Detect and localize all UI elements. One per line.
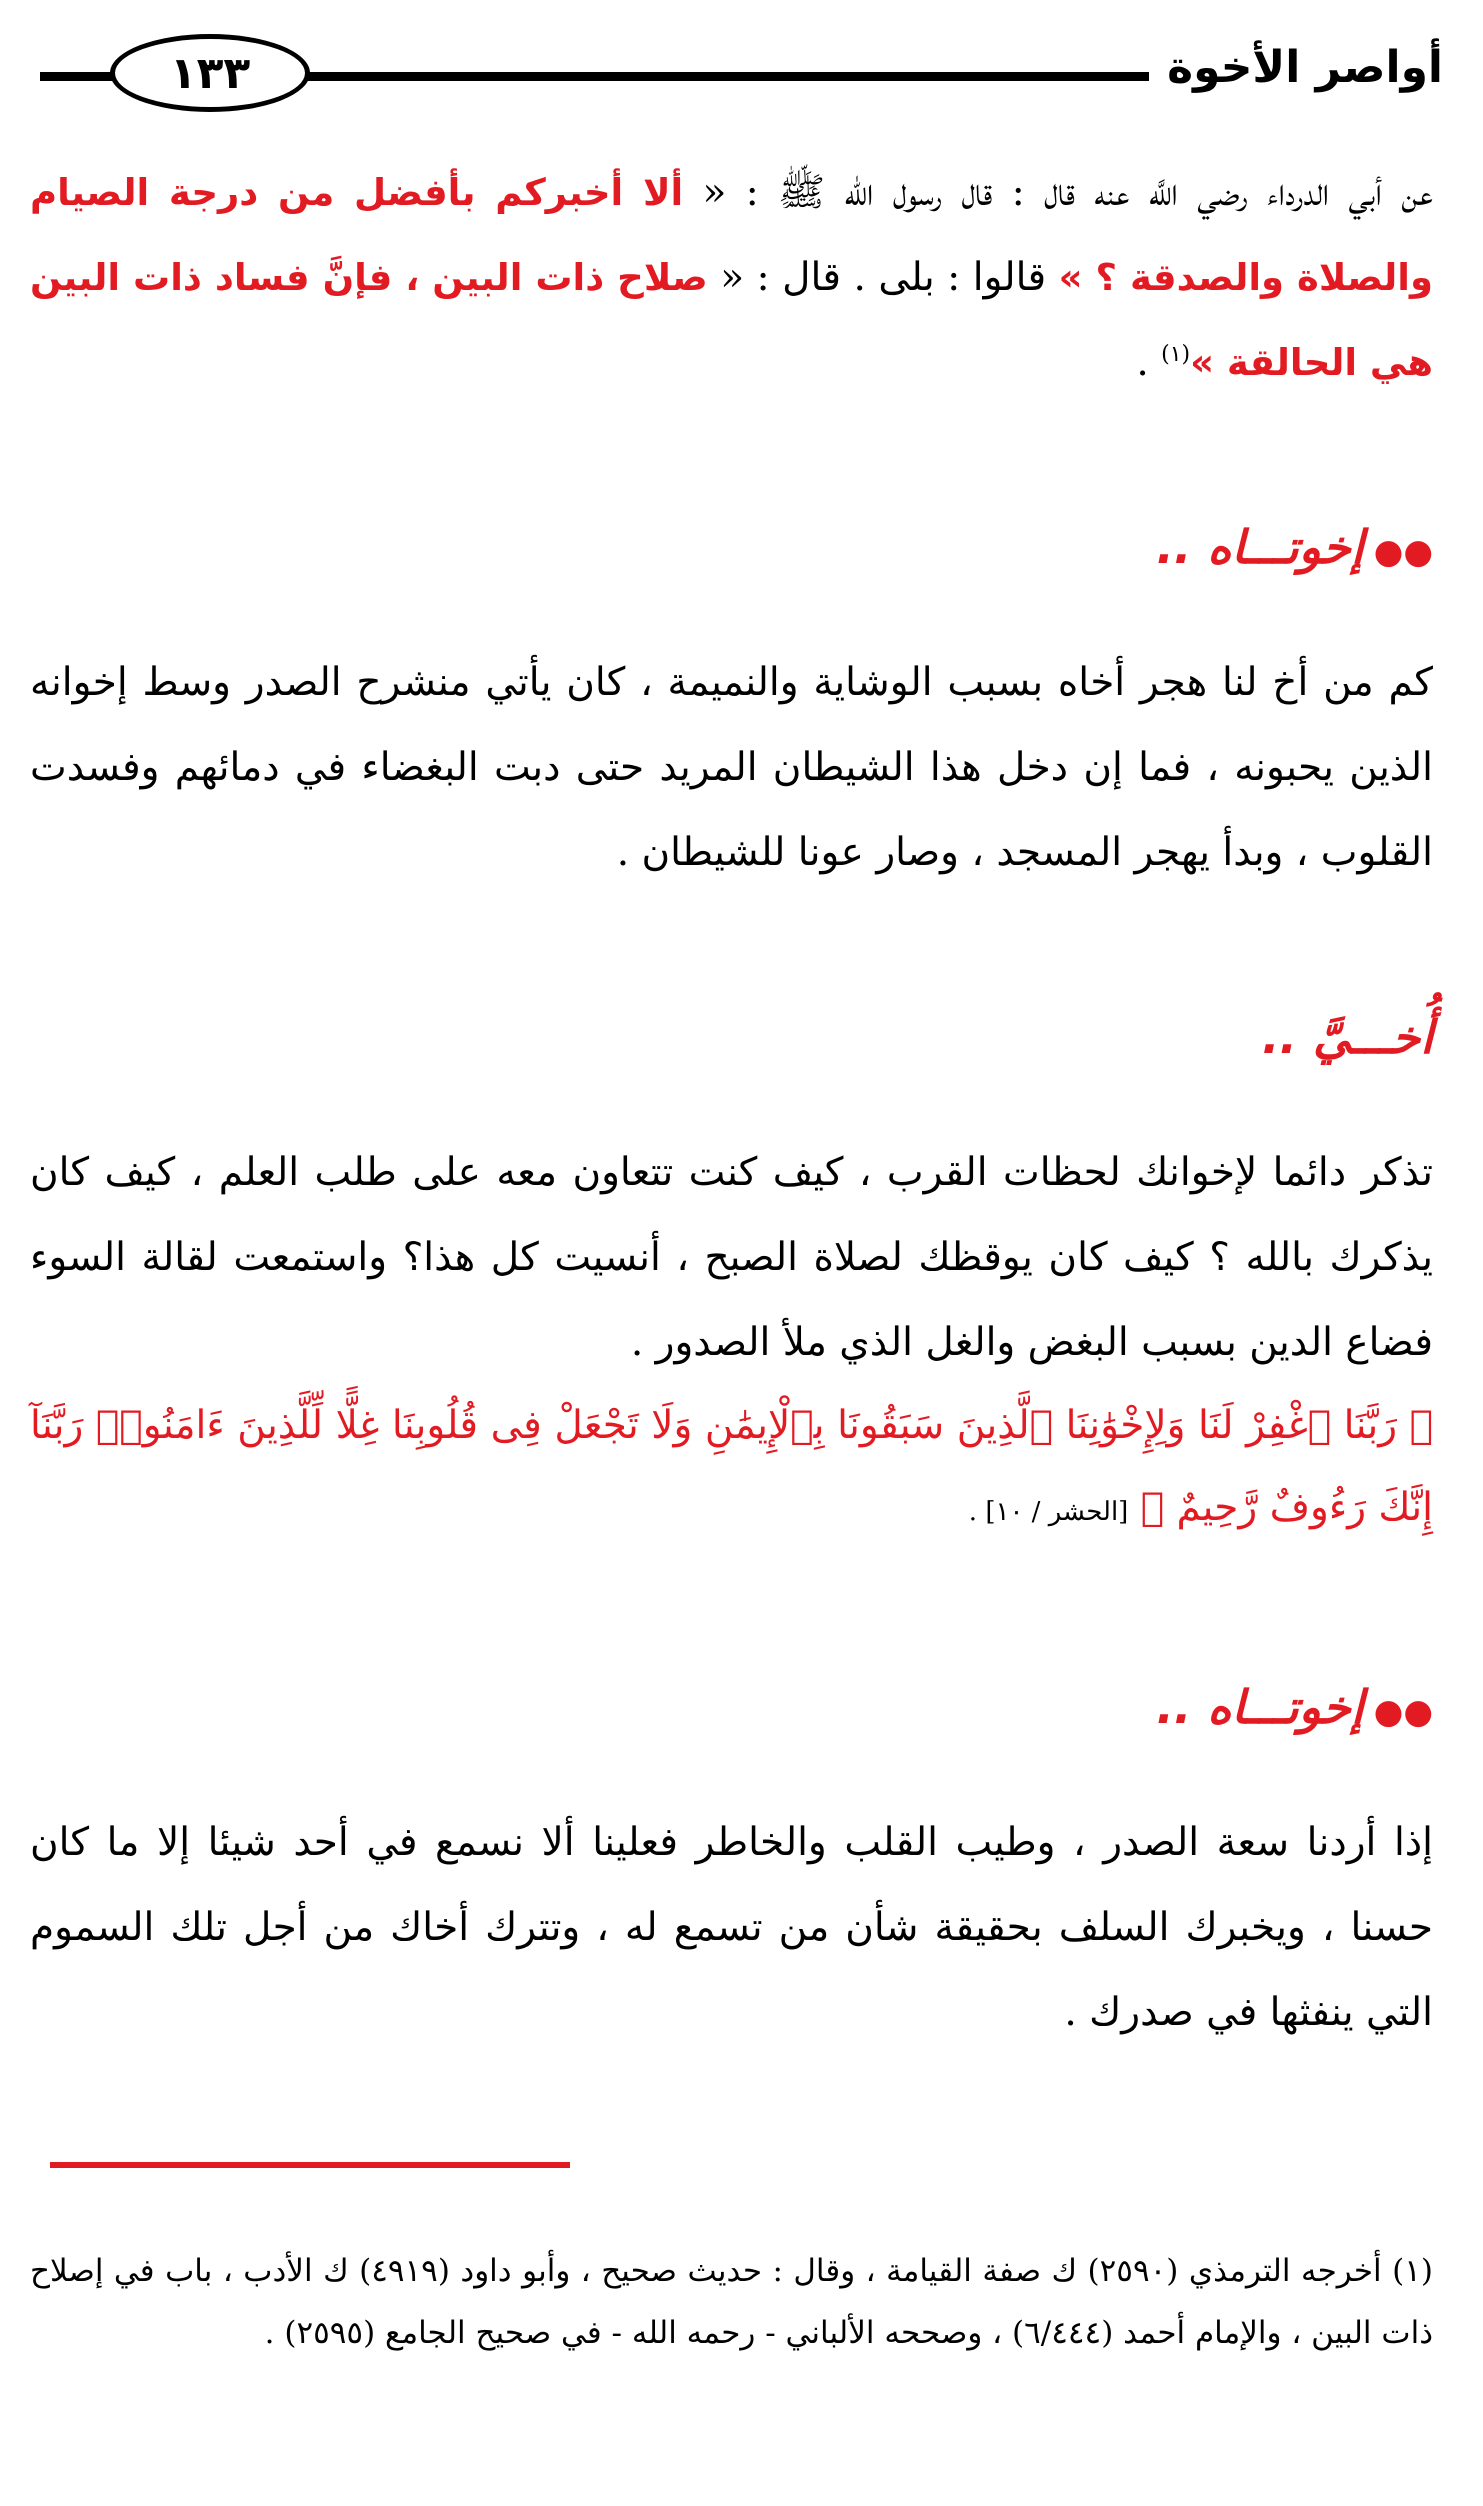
hadith-intro: عن أبي الدرداء رضي اللَّه عنه قال : قال رسول الله ﷺ : «: [683, 170, 1433, 215]
page-header: [40, 28, 1443, 118]
hadith-quote-1: ألا أخبركم بأفضل من درجة الصيام والصلاة والصدقة ؟ »: [30, 171, 1433, 299]
footnote-marker: (١): [1161, 342, 1191, 367]
verse-text: ﴿ رَبَّنَا ٱغْفِرْ لَنَا وَلِإِخْوَٰنِنَا ٱلَّذِينَ سَبَقُونَا بِٱلْإِيمَٰنِ وَلَا تَجْعَلْ فِى قُلُوبِنَا غِلًّا لِّلَّذِينَ ءَامَنُوا۟ رَبَّنَآ إِنَّكَ رَءُوفٌ رَّحِيمٌ ﴾: [30, 1403, 1433, 1530]
hadith-quote-2: صلاح ذات البين ، فإنَّ فساد ذات البين هي الحالقة »: [30, 256, 1433, 384]
footnote: [30, 2240, 1433, 2364]
paragraph: إذا أردنا سعة الصدر ، وطيب القلب والخاطر فعلينا ألا نسمع في أحد شيئا إلا ما كان حسنا ، ويخبرك السلف بحقيقة شأن من تسمع له ، وتترك أخاك من أجل تلك السموم التي ينفثها في صدرك .: [30, 1820, 1433, 2035]
section-heading-2: [1262, 1010, 1433, 1064]
hadith-end: .: [1136, 340, 1162, 385]
section-3-body: [30, 1800, 1433, 2055]
verse-end: .: [968, 1497, 986, 1527]
section-heading-1: [1156, 520, 1433, 574]
section-heading-3: [1156, 1680, 1433, 1734]
heading-text: إخوتـــاه ..: [1156, 1680, 1364, 1734]
running-title: أواصر الأخوة: [1149, 42, 1443, 93]
verse-reference: [الحشر / ١٠]: [985, 1497, 1129, 1527]
heading-text: إخوتـــاه ..: [1156, 520, 1364, 574]
heading-bullet-icon: ●●: [1373, 1692, 1433, 1732]
hadith-paragraph: [30, 150, 1433, 405]
footnote-text: (١) أخرجه الترمذي (٢٥٩٠) ك صفة القيامة ، وقال : حديث صحيح ، وأبو داود (٤٩١٩) ك الأدب ، باب في إصلاح ذات البين ، والإمام أحمد (٦/٤٤٤) ، وصححه الألباني - رحمه الله - في صحيح الجامع (٢٥٩٥) .: [30, 2253, 1433, 2351]
section-2-body: [30, 1130, 1433, 1553]
heading-text: أُخـــيَّ ..: [1262, 1010, 1433, 1064]
hadith-mid: قالوا : بلى . قال : «: [707, 255, 1059, 300]
paragraph: كم من أخ لنا هجر أخاه بسبب الوشاية والنميمة ، كان يأتي منشرح الصدر وسط إخوانه الذين يحبونه ، فما إن دخل هذا الشيطان المريد حتى دبت البغضاء في دمائهم وفسدت القلوب ، وبدأ يهجر المسجد ، وصار عونا للشيطان .: [30, 660, 1433, 875]
section-1-body: [30, 640, 1433, 895]
hadith-block: [30, 150, 1433, 405]
footnote-separator: [50, 2162, 570, 2168]
heading-bullet-icon: ●●: [1373, 532, 1433, 572]
page-number: ١٣٣: [110, 34, 310, 112]
quran-verse: [30, 1385, 1433, 1553]
paragraph: تذكر دائما لإخوانك لحظات القرب ، كيف كنت تتعاون معه على طلب العلم ، كيف كان يذكرك بالله ؟ كيف كان يوقظك لصلاة الصبح ، أنسيت كل هذا؟ واستمعت لقالة السوء فضاع الدين بسبب البغض والغل الذي ملأ الصدور .: [30, 1150, 1433, 1365]
